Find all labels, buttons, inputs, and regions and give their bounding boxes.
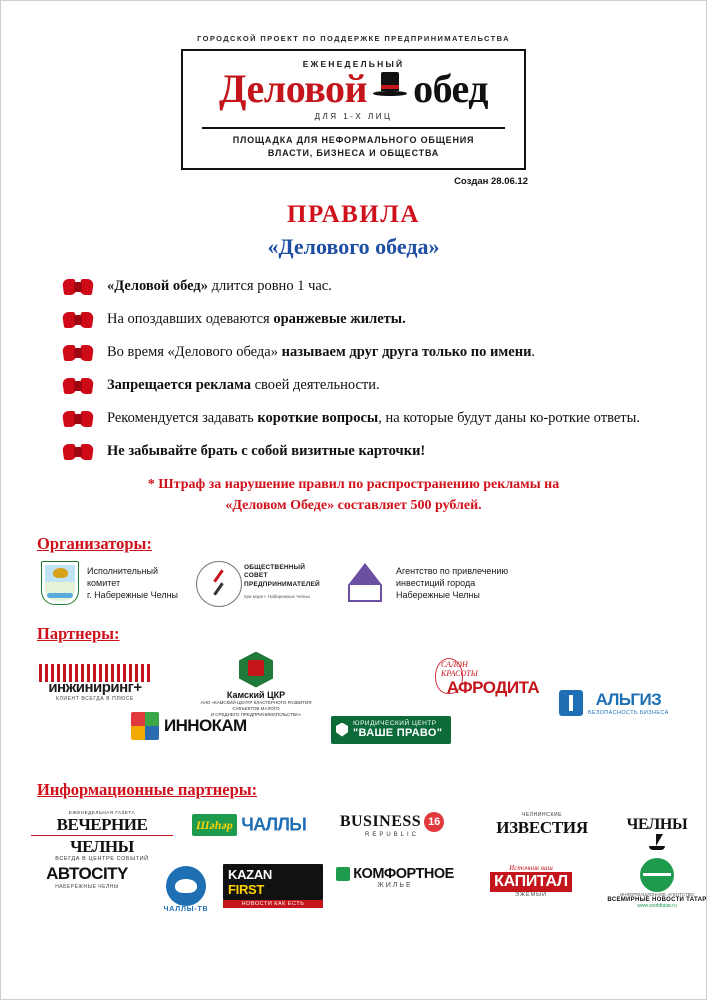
organizer-ispolkom-line2: комитет — [87, 577, 121, 588]
rule-item — [63, 441, 648, 462]
vc-sub: ВСЕГДА В ЦЕНТРЕ СОБЫТИЙ — [55, 856, 149, 862]
page-subtitle: «Делового обеда» — [267, 233, 440, 259]
info-partner-worldtatar — [597, 858, 707, 909]
partner-innokam — [131, 712, 261, 740]
rule-text-part: Во время «Делового обеда» — [107, 343, 282, 360]
rule-text-part: называем друг друга только по имени — [281, 343, 532, 360]
sovet-line3: ПРЕДПРИНИМАТЕЛЕЙ — [244, 580, 320, 588]
rule-text-part: Рекомендуется задавать — [107, 409, 258, 426]
created-date: Создан 28.06.12 — [454, 175, 528, 187]
info-partner-kazan-first — [223, 864, 323, 908]
logo-divider — [202, 127, 505, 129]
brep-name: BUSINESS — [339, 812, 422, 830]
info-partner-chelninskie-izvestiya — [467, 812, 617, 838]
shield-icon — [331, 716, 451, 744]
autocity-name: АВТОCITY — [46, 863, 128, 883]
vc-top: ЕЖЕНЕДЕЛЬНАЯ ГАЗЕТА — [68, 809, 136, 815]
section-heading-partners: Партнеры: — [37, 623, 120, 643]
logo-subtitle-line2: ВЛАСТИ, БИЗНЕСА И ОБЩЕСТВА — [267, 147, 440, 158]
tv-circle-icon — [166, 866, 206, 906]
izv-top: ЧЕЛНИНСКИЕ — [521, 811, 563, 818]
kzf-name1: KAZAN — [228, 866, 272, 882]
rule-item — [63, 309, 648, 330]
info-partner-komfortnoe-zhile — [325, 866, 465, 889]
kzf-sub: НОВОСТИ КАК ЕСТЬ — [223, 900, 323, 908]
house-arrow-icon — [342, 561, 388, 605]
info-partner-shahar-chally — [179, 814, 319, 836]
partner-kamskiy-ckr — [191, 652, 321, 718]
kap-sub: ЭЖЕМЫЙ — [514, 891, 548, 898]
bowtie-bullet-icon — [63, 312, 93, 328]
rule-text — [107, 309, 648, 330]
penalty-note — [61, 474, 646, 516]
tat-t1: ИНФОРМАЦИОННОЕ АГЕНТСТВО — [619, 891, 695, 897]
info-partner-vechernie-chelny — [27, 810, 177, 863]
partner-ckr-desc2: СУБЪЕКТОВ МАЛОГО — [232, 705, 280, 711]
hexagon-icon — [239, 652, 273, 688]
vc-name1: ВЕЧЕРНИЕ — [56, 814, 148, 834]
chtv-name: ЧАЛЛЫ-ТВ — [163, 905, 209, 913]
rule-text-part: . — [531, 343, 536, 360]
chelny-name: ЧЕЛНЫ — [626, 815, 688, 833]
logo-subtitle-line1: ПЛОЩАДКА ДЛЯ НЕФОРМАЛЬНОГО ОБЩЕНИЯ — [232, 134, 475, 145]
page-title: ПРАВИЛА — [287, 200, 420, 228]
info-partner-chally-tv — [151, 866, 221, 913]
rule-text-part: . — [328, 277, 332, 294]
rule-text-part: , на которые будут даны ко-роткие ответы. — [378, 409, 640, 426]
algiz-rune-icon — [559, 690, 583, 716]
partner-innokam-name: ИННОКАМ — [164, 715, 247, 735]
sailboat-icon — [648, 834, 666, 850]
rule-text-part: «Деловой обед» — [107, 277, 212, 294]
rule-text-part: На опоздавших одеваются — [107, 310, 274, 327]
logo-box — [181, 49, 526, 170]
sovet-line2: СОВЕТ — [244, 572, 268, 579]
rule-text — [107, 342, 648, 363]
autocity-sub: НАБЕРЕЖНЫЕ ЧЕЛНЫ — [55, 883, 119, 890]
bowtie-bullet-icon — [63, 411, 93, 427]
info-partner-avtocity — [29, 864, 145, 890]
rule-text-part: Не забывайте брать с собой визитные карточки! — [107, 442, 426, 459]
vc-divider — [31, 835, 173, 837]
rule-text-part: оранжевые жилеты. — [273, 310, 406, 327]
top-hat-icon — [373, 72, 407, 102]
top-tagline: ГОРОДСКОЙ ПРОЕКТ ПО ПОДДЕРЖКЕ ПРЕДПРИНИМАТЕЛЬСТВА — [197, 34, 510, 43]
green-square-icon — [336, 867, 350, 881]
izv-name: ИЗВЕСТИЯ — [496, 817, 588, 837]
partner-ckr-desc1: АНО «КАМСКИЙ ЦЕНТР КЛАСТЕРНОГО РАЗВИТИЯ — [200, 699, 312, 705]
rules-list — [63, 276, 648, 462]
partner-afrodita — [435, 660, 551, 698]
tat-t2: ВСЕМИРНЫЕ НОВОСТИ ТАТАР — [607, 896, 707, 903]
partner-inzhiniring — [39, 664, 151, 702]
partner-pravo-line2: "ВАШЕ ПРАВО" — [353, 726, 443, 739]
bowtie-bullet-icon — [63, 279, 93, 295]
chally-sh: Шәһәр — [195, 817, 233, 832]
komf-name1-text: КОМФОРТНОЕ — [353, 865, 454, 882]
rule-item — [63, 276, 648, 297]
bowtie-bullet-icon — [63, 444, 93, 460]
organizer-ispolkom-line3: г. Набережные Челны — [87, 589, 179, 600]
globe-icon — [640, 858, 674, 892]
organizer-agency-line1: Агентство по привлечению — [396, 565, 509, 576]
kap-top: Источник ваш — [509, 863, 553, 872]
penalty-note-line1: * Штраф за нарушение правил по распространению рекламы на — [147, 476, 560, 492]
komf-name1 — [325, 866, 465, 882]
rule-item — [63, 408, 648, 429]
sovet-small-note: при мэре г. Набережные Челны — [244, 593, 310, 599]
organizer-ispolkom-label — [87, 565, 178, 601]
partner-algiz — [559, 690, 697, 716]
section-heading-organizers: Организаторы: — [37, 533, 152, 553]
partner-afrodita-salon2: КРАСОТЫ — [441, 668, 478, 678]
partner-afrodita-name: АФРОДИТА — [446, 677, 540, 697]
brep-sub: REPUBLIC — [364, 831, 419, 838]
partner-afrodita-salon1: САЛОН — [441, 659, 468, 669]
rule-item — [63, 342, 648, 363]
organizer-agency — [342, 561, 508, 605]
logo-weekly-label: ЕЖЕНЕДЕЛЬНЫЙ — [302, 59, 405, 69]
brep-badge: 16 — [424, 812, 444, 832]
info-partner-business-republic — [323, 812, 461, 838]
logo-wordmark — [189, 67, 518, 111]
four-squares-icon — [131, 712, 159, 740]
organizer-agency-label — [396, 565, 508, 601]
chally-badge — [192, 814, 237, 836]
sovet-title — [244, 564, 320, 590]
partner-ckr-desc3: И СРЕДНЕГО ПРЕДПРИНИМАТЕЛЬСТВА» — [210, 711, 302, 717]
logo-for-label: ДЛЯ 1-Х ЛИЦ — [314, 112, 393, 121]
komf-name2: ЖИЛЬЕ — [377, 881, 413, 889]
organizer-agency-line2: инвестиций города — [396, 577, 476, 588]
section-heading-info-partners: Информационные партнеры: — [37, 779, 258, 799]
chally-name: ЧАЛЛЫ — [241, 813, 307, 834]
logo-word-delovoy: Деловой — [218, 66, 368, 111]
sovet-logo — [196, 560, 324, 606]
vc-name2: ЧЕЛНЫ — [70, 837, 134, 856]
organizers-row — [41, 560, 676, 606]
kap-name: КАПИТАЛ — [490, 872, 572, 892]
partner-pravo-line1: ЮРИДИЧЕСКИЙ ЦЕНТР — [353, 719, 437, 727]
rule-text-part: короткие вопросы — [257, 409, 379, 426]
rule-text — [107, 441, 648, 462]
rule-text — [107, 408, 648, 429]
kzf-name2: FIRST — [228, 881, 265, 897]
tat-t3: www.worldtatar.ru — [637, 902, 677, 909]
rule-item — [63, 375, 648, 396]
woman-silhouette-icon — [435, 658, 463, 694]
partner-ckr-name: Камский ЦКР — [226, 689, 286, 700]
partner-algiz-tagline: БЕЗОПАСНОСТЬ БИЗНЕСА — [588, 709, 669, 716]
partner-inzhiniring-tagline: КЛИЕНТ ВСЕГДА В ПЛЮСЕ — [56, 695, 134, 702]
organizer-ispolkom — [41, 561, 178, 605]
rule-text-part: своей деятельности. — [254, 376, 380, 393]
bowtie-bullet-icon — [63, 378, 93, 394]
partners-logos — [31, 650, 686, 762]
penalty-note-line2: «Деловом Обеде» составляет 500 рублей. — [225, 497, 482, 513]
info-partner-kapital — [471, 864, 591, 898]
partner-algiz-name: АЛЬГИЗ — [595, 689, 662, 709]
rule-text-part: Запрещается реклама — [107, 376, 255, 393]
kzf-box — [223, 864, 323, 900]
organizer-ispolkom-line1: Исполнительный — [87, 565, 159, 576]
rule-text — [107, 375, 648, 396]
rule-text-part: длится ровно 1 час — [211, 277, 329, 294]
rule-text — [107, 276, 648, 297]
partner-vashe-pravo — [331, 716, 451, 744]
info-partner-chelny — [617, 816, 697, 850]
partner-inzhiniring-name: инжиниринг+ — [48, 678, 142, 696]
bowtie-bullet-icon — [63, 345, 93, 361]
organizer-sovet — [196, 560, 324, 606]
city-coat-of-arms-icon — [41, 561, 79, 605]
organizer-agency-line3: Набережные Челны — [396, 589, 480, 600]
sovet-line1: ОБЩЕСТВЕННЫЙ — [244, 563, 306, 571]
info-partners-logos — [27, 806, 707, 936]
logo-word-obed: обед — [413, 66, 489, 111]
